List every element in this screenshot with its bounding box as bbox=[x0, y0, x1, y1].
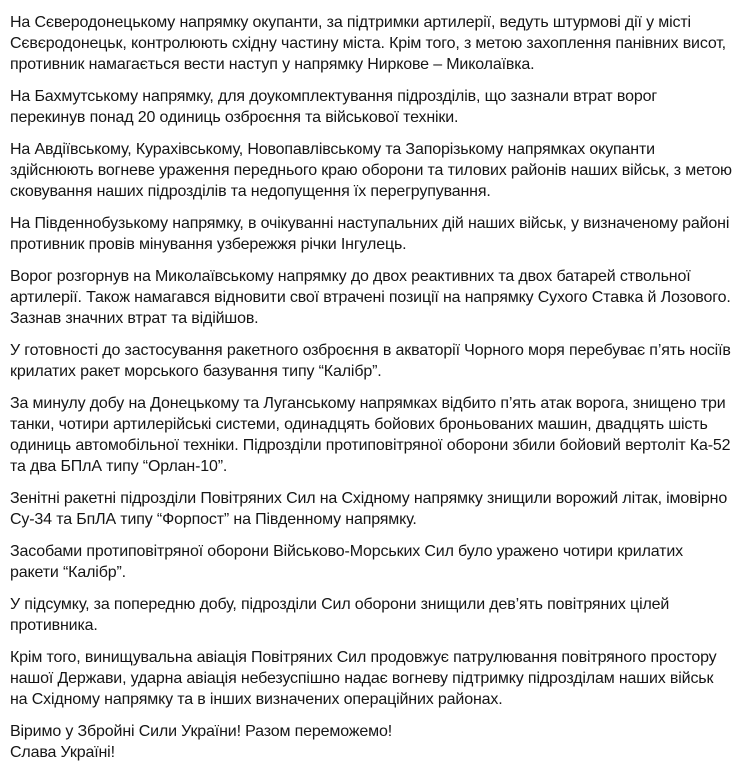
paragraph-pivdennobuzkyi-direction: На Південнобузькому напрямку, в очікуванні наступальних дій наших військ, у визначеному районі противник провів мінування узбережжя річки Інгулець. bbox=[10, 215, 730, 253]
paragraph-avdiivka-directions: На Авдіївському, Курахівському, Новопавлівському та Запорізькому напрямках окупанти здійснюють вогневе ураження переднього краю оборони та тилових районів наших військ, з метою сковування наших підрозділів та недопущення їх перегрупування. bbox=[10, 141, 732, 200]
paragraph-black-sea-missiles: У готовності до застосування ракетного озброєння в акваторії Чорного моря перебуває п’ять носіїв крилатих ракет морського базування типу “Калібр”. bbox=[10, 342, 731, 380]
closing-line-slava-ukraini: Слава Україні! bbox=[10, 744, 115, 761]
paragraph-fighter-aviation-patrol: Крім того, винищувальна авіація Повітряних Сил продовжує патрулювання повітряного простору нашої Держави, ударна авіація небезуспішно надає вогневу підтримку підрозділам наших військ на Східному напрямку та в інших визначених операційних районах. bbox=[10, 649, 717, 708]
paragraph-navy-air-defense: Засобами протиповітряної оборони Військово-Морських Сил було уражено чотири крилатих ракети “Калібр”. bbox=[10, 543, 683, 581]
paragraph-severodonetsk-direction: На Сєверодонецькому напрямку окупанти, за підтримки артилерії, ведуть штурмові дії у місті Сєвєродонецьк, контролюють східну частину міста. Крім того, з метою захоплення панівних висот, противник намагається вести наступ у напрямку Ниркове – Миколаївка. bbox=[10, 14, 726, 73]
paragraph-air-force-strikes: Зенітні ракетні підрозділи Повітряних Сил на Східному напрямку знищили ворожий літак, імовірно Су-34 та БпЛА типу “Форпост” на Південному напрямку. bbox=[10, 490, 728, 528]
paragraph-air-targets-summary: У підсумку, за попередню добу, підрозділи Сил оборони знищили дев’ять повітряних цілей противника. bbox=[10, 596, 670, 634]
paragraph-closing-slogans bbox=[10, 721, 735, 763]
paragraph-mykolaiv-direction: Ворог розгорнув на Миколаївському напрямку до двох реактивних та двох батарей ствольної артилерії. Також намагався відновити свої втрачені позиції на напрямку Сухого Ставка й Лозового. Зазнав значних втрат та відійшов. bbox=[10, 268, 731, 327]
paragraph-bakhmut-direction: На Бахмутському напрямку, для доукомплектування підрозділів, що зазнали втрат ворог перекинув понад 20 одиниць озброєння та військової техніки. bbox=[10, 88, 658, 126]
paragraph-past-day-losses: За минулу добу на Донецькому та Луганському напрямках відбито п’ять атак ворога, знищено три танки, чотири артилерійські системи, одинадцять бойових броньованих машин, двадцять шість одиниць автомобільної техніки. Підрозділи протиповітряної оборони збили бойовий вертоліт Ка-52 та два БПлА типу “Орлан-10”. bbox=[10, 395, 731, 475]
closing-line-victory: Віримо у Збройні Сили України! Разом переможемо! bbox=[10, 723, 392, 740]
